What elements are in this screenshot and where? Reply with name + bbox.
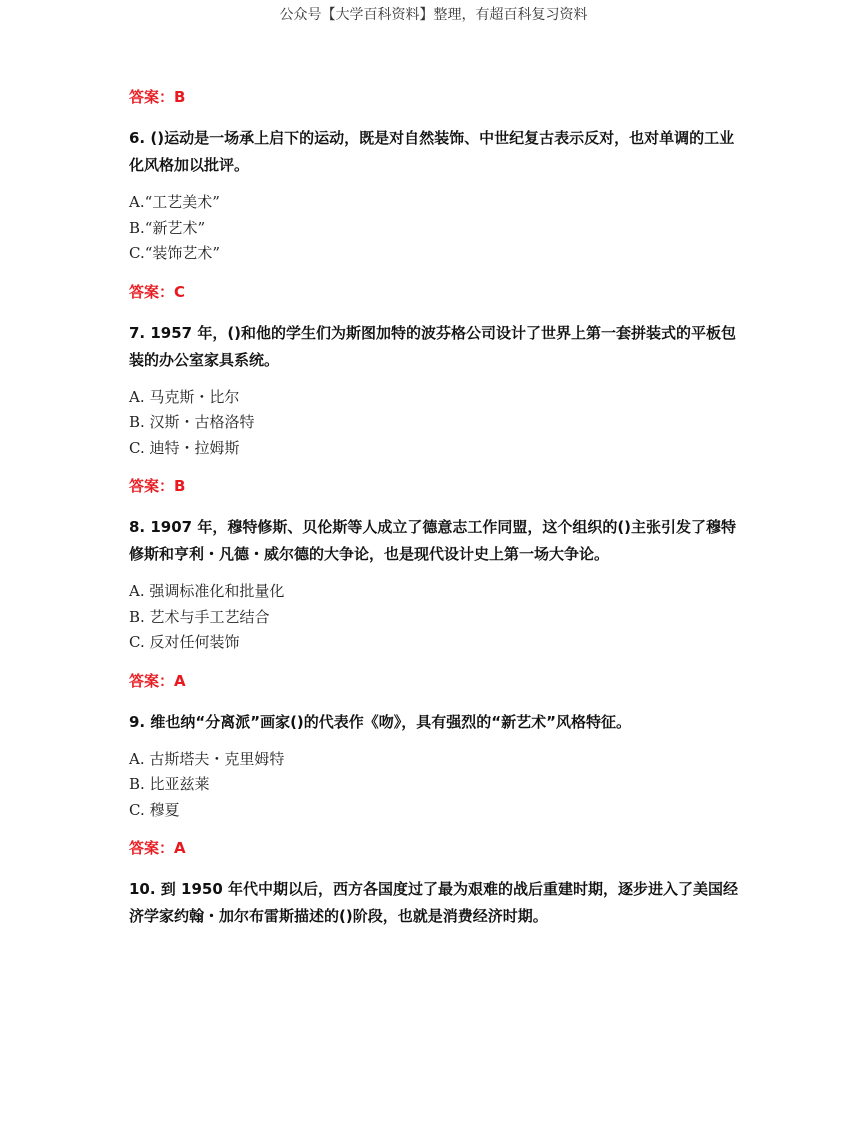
option-6-c: C.“装饰艺术” <box>129 244 221 262</box>
page-header: 公众号【大学百科资料】整理，有超百科复习资料 <box>279 7 588 23</box>
option-9-b: B. 比亚兹莱 <box>129 775 210 793</box>
options-8 <box>129 579 739 656</box>
answer-8: 答案：A <box>129 671 186 690</box>
options-9 <box>129 747 739 824</box>
options-7 <box>129 385 739 462</box>
option-7-a: A. 马克斯・比尔 <box>129 387 240 406</box>
question-7: 7. 1957 年，()和他的学生们为斯图加特的波芬格公司设计了世界上第一套拼装式的平板包装的办公室家具系统。 <box>129 323 737 369</box>
answer-5: 答案：B <box>129 88 186 106</box>
question-9: 9. 维也纳“分离派”画家()的代表作《吻》，具有强烈的“新艺术”风格特征。 <box>129 712 632 731</box>
option-8-a: A. 强调标准化和批量化 <box>129 582 285 600</box>
question-6: 6. ()运动是一场承上启下的运动，既是对自然装饰、中世纪复古表示反对，也对单调的工业化风格加以批评。 <box>129 129 735 174</box>
question-10: 10. 到 1950 年代中期以后，西方各国度过了最为艰难的战后重建时期，逐步进入了美国经济学家约翰・加尔布雷斯描述的()阶段，也就是消费经济时期。 <box>129 880 738 925</box>
answer-6: 答案：C <box>129 282 186 301</box>
question-8: 8. 1907 年，穆特修斯、贝伦斯等人成立了德意志工作同盟，这个组织的()主张引发了穆特修斯和亨利・凡德・威尔德的大争论，也是现代设计史上第一场大争论。 <box>129 518 737 563</box>
option-8-c: C. 反对任何装饰 <box>129 633 240 651</box>
options-6 <box>129 190 739 267</box>
option-7-b: B. 汉斯・古格洛特 <box>129 413 255 431</box>
option-7-c: C. 迪特・拉姆斯 <box>129 438 240 457</box>
option-9-a: A. 古斯塔夫・克里姆特 <box>129 749 285 768</box>
option-6-a: A.“工艺美术” <box>129 193 220 211</box>
answer-9: 答案：A <box>129 839 186 857</box>
option-9-c: C. 穆夏 <box>129 800 180 819</box>
option-6-b: B.“新艺术” <box>129 218 206 237</box>
option-8-b: B. 艺术与手工艺结合 <box>129 607 270 626</box>
answer-7: 答案：B <box>129 477 186 495</box>
document-body <box>129 86 739 930</box>
